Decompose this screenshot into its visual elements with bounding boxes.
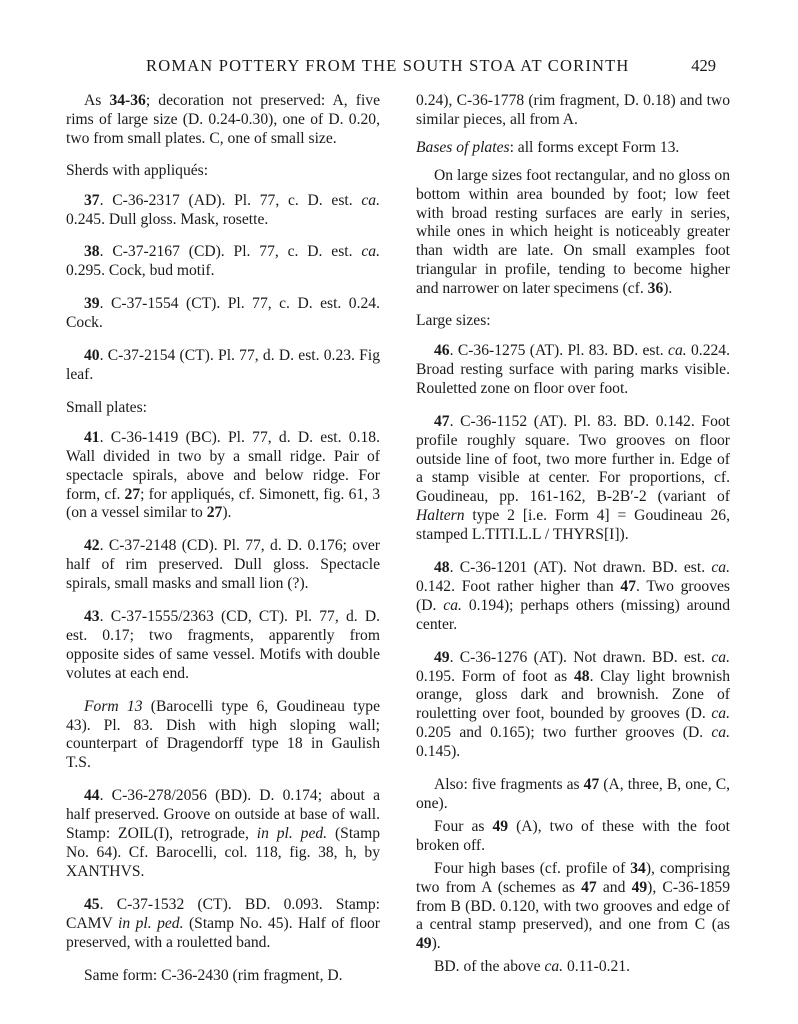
bd-above-paragraph: BD. of the above ca. 0.11-0.21. <box>434 958 631 976</box>
running-title: ROMAN POTTERY FROM THE SOUTH STOA AT CORINTH <box>146 56 630 75</box>
section-heading-small-plates: Small plates: <box>66 398 147 416</box>
catalog-entry-45: 45. C-37-1532 (CT). BD. 0.093. Stamp: CAMV in pl. ped. (Stamp No. 45). Half of floor preserved, with a rouletted band. <box>66 895 381 951</box>
section-heading-appliques: Sherds with appliqués: <box>66 161 209 179</box>
catalog-entry-40: 40. C-37-2154 (CT). Pl. 77, d. D. est. 0.23. Fig leaf. <box>66 347 380 383</box>
running-header <box>80 56 716 82</box>
bases-of-plates-heading: Bases of plates: all forms except Form 13. <box>416 138 680 156</box>
catalog-ref: 34-36 <box>109 92 146 109</box>
right-column <box>416 92 730 977</box>
four-high-bases-paragraph: Four high bases (cf. profile of 34), comprising two from A (schemes as 47 and 49), C-36-1859 from B (BD. 0.120, with two grooves and edge of a central stamp preserved), and one from C (as 49). <box>416 859 731 953</box>
catalog-entry-46: 46. C-36-1275 (AT). Pl. 83. BD. est. ca. 0.224. Broad resting surface with paring marks visible. Rouletted zone on floor over foot. <box>416 341 730 397</box>
catalog-entry-41: 41. C-36-1419 (BC). Pl. 77, d. D. est. 0.18. Wall divided in two by a small ridge. Pair of spectacle spirals, above and below ridge. For form, cf. 27; for appliqués, cf. Simonett, fig. 61, 3 (on a vessel similar to 27). <box>66 428 380 522</box>
catalog-entry-42: 42. C-37-2148 (CD). Pl. 77, d. D. 0.176; over half of rim preserved. Dull gloss. Spectacle spirals, small masks and small lion (?). <box>66 537 380 593</box>
section-heading-large-sizes: Large sizes: <box>416 312 491 330</box>
large-small-description: On large sizes foot rectangular, and no gloss on bottom within area bounded by foot; low feet with broad resting surfaces are early in series, while ones in which height is noticeably greater than width are late. On small examples foot triangular in profile, tending to become higher and narrower on later specimens (cf. 36). <box>416 166 730 298</box>
catalog-entry-38: 38. C-37-2167 (CD). Pl. 77, c. D. est. ca. 0.295. Cock, bud motif. <box>66 243 380 280</box>
page-number: 429 <box>691 56 716 75</box>
same-form-paragraph: Same form: C-36-2430 (rim fragment, D. <box>84 966 343 984</box>
intro-paragraph: As 34-36; decoration not preserved: A, five rims of large size (D. 0.24-0.30), one of D. 0.20, two from small plates. C, one of small size. <box>66 92 380 147</box>
continuation-paragraph: 0.24), C-36-1778 (rim fragment, D. 0.18) and two similar pieces, all from A. <box>416 92 730 128</box>
catalog-entry-44: 44. C-36-278/2056 (BD). D. 0.174; about a half preserved. Groove on outside at base of wall. Stamp: ZOIL(I), retrograde, in pl. ped. (Stamp No. 64). Cf. Barocelli, col. 118, fig. 38, h, by XANTHVS. <box>66 787 380 880</box>
left-column <box>66 92 380 985</box>
catalog-entry-47: 47. C-36-1152 (AT). Pl. 83. BD. 0.142. Foot profile roughly square. Two grooves on floor outside line of foot, two more further in. Edge of a stamp visible at center. For proportions, cf. Goudineau, pp. 161-162, B-2B′-2 (variant of Haltern type 2 [i.e. Form 4] = Goudineau 26, stamped L.TITI.L.L / THYRS[I]). <box>416 412 730 544</box>
catalog-entry-48: 48. C-36-1201 (AT). Not drawn. BD. est. ca. 0.142. Foot rather higher than 47. Two grooves (D. ca. 0.194); perhaps others (missing) around center. <box>416 559 730 633</box>
catalog-entry-39: 39. C-37-1554 (CT). Pl. 77, c. D. est. 0.24. Cock. <box>66 295 380 332</box>
catalog-entry-49: 49. C-36-1276 (AT). Not drawn. BD. est. ca. 0.195. Form of foot as 48. Clay light brownish orange, gloss dark and brownish. Zone of rouletting over foot, bounded by grooves (D. ca. 0.205 and 0.165); two further grooves (D. ca. 0.145). <box>416 648 730 761</box>
catalog-entry-43: 43. C-37-1555/2363 (CD, CT). Pl. 77, d. D. est. 0.17; two fragments, apparently from opposite sides of same vessel. Motifs with double volutes at each end. <box>66 608 380 682</box>
catalog-entry-37: 37. C-36-2317 (AD). Pl. 77, c. D. est. ca. 0.245. Dull gloss. Mask, rosette. <box>66 191 380 228</box>
four-as-paragraph: Four as 49 (A), two of these with the foot broken off. <box>416 817 730 854</box>
also-paragraph: Also: five fragments as 47 (A, three, B, one, C, one). <box>416 776 730 812</box>
form-13-description: Form 13 (Barocelli type 6, Goudineau type 43). Pl. 83. Dish with high sloping wall; counterpart of Dragendorff type 18 in Gaulish T.S. <box>66 697 380 772</box>
